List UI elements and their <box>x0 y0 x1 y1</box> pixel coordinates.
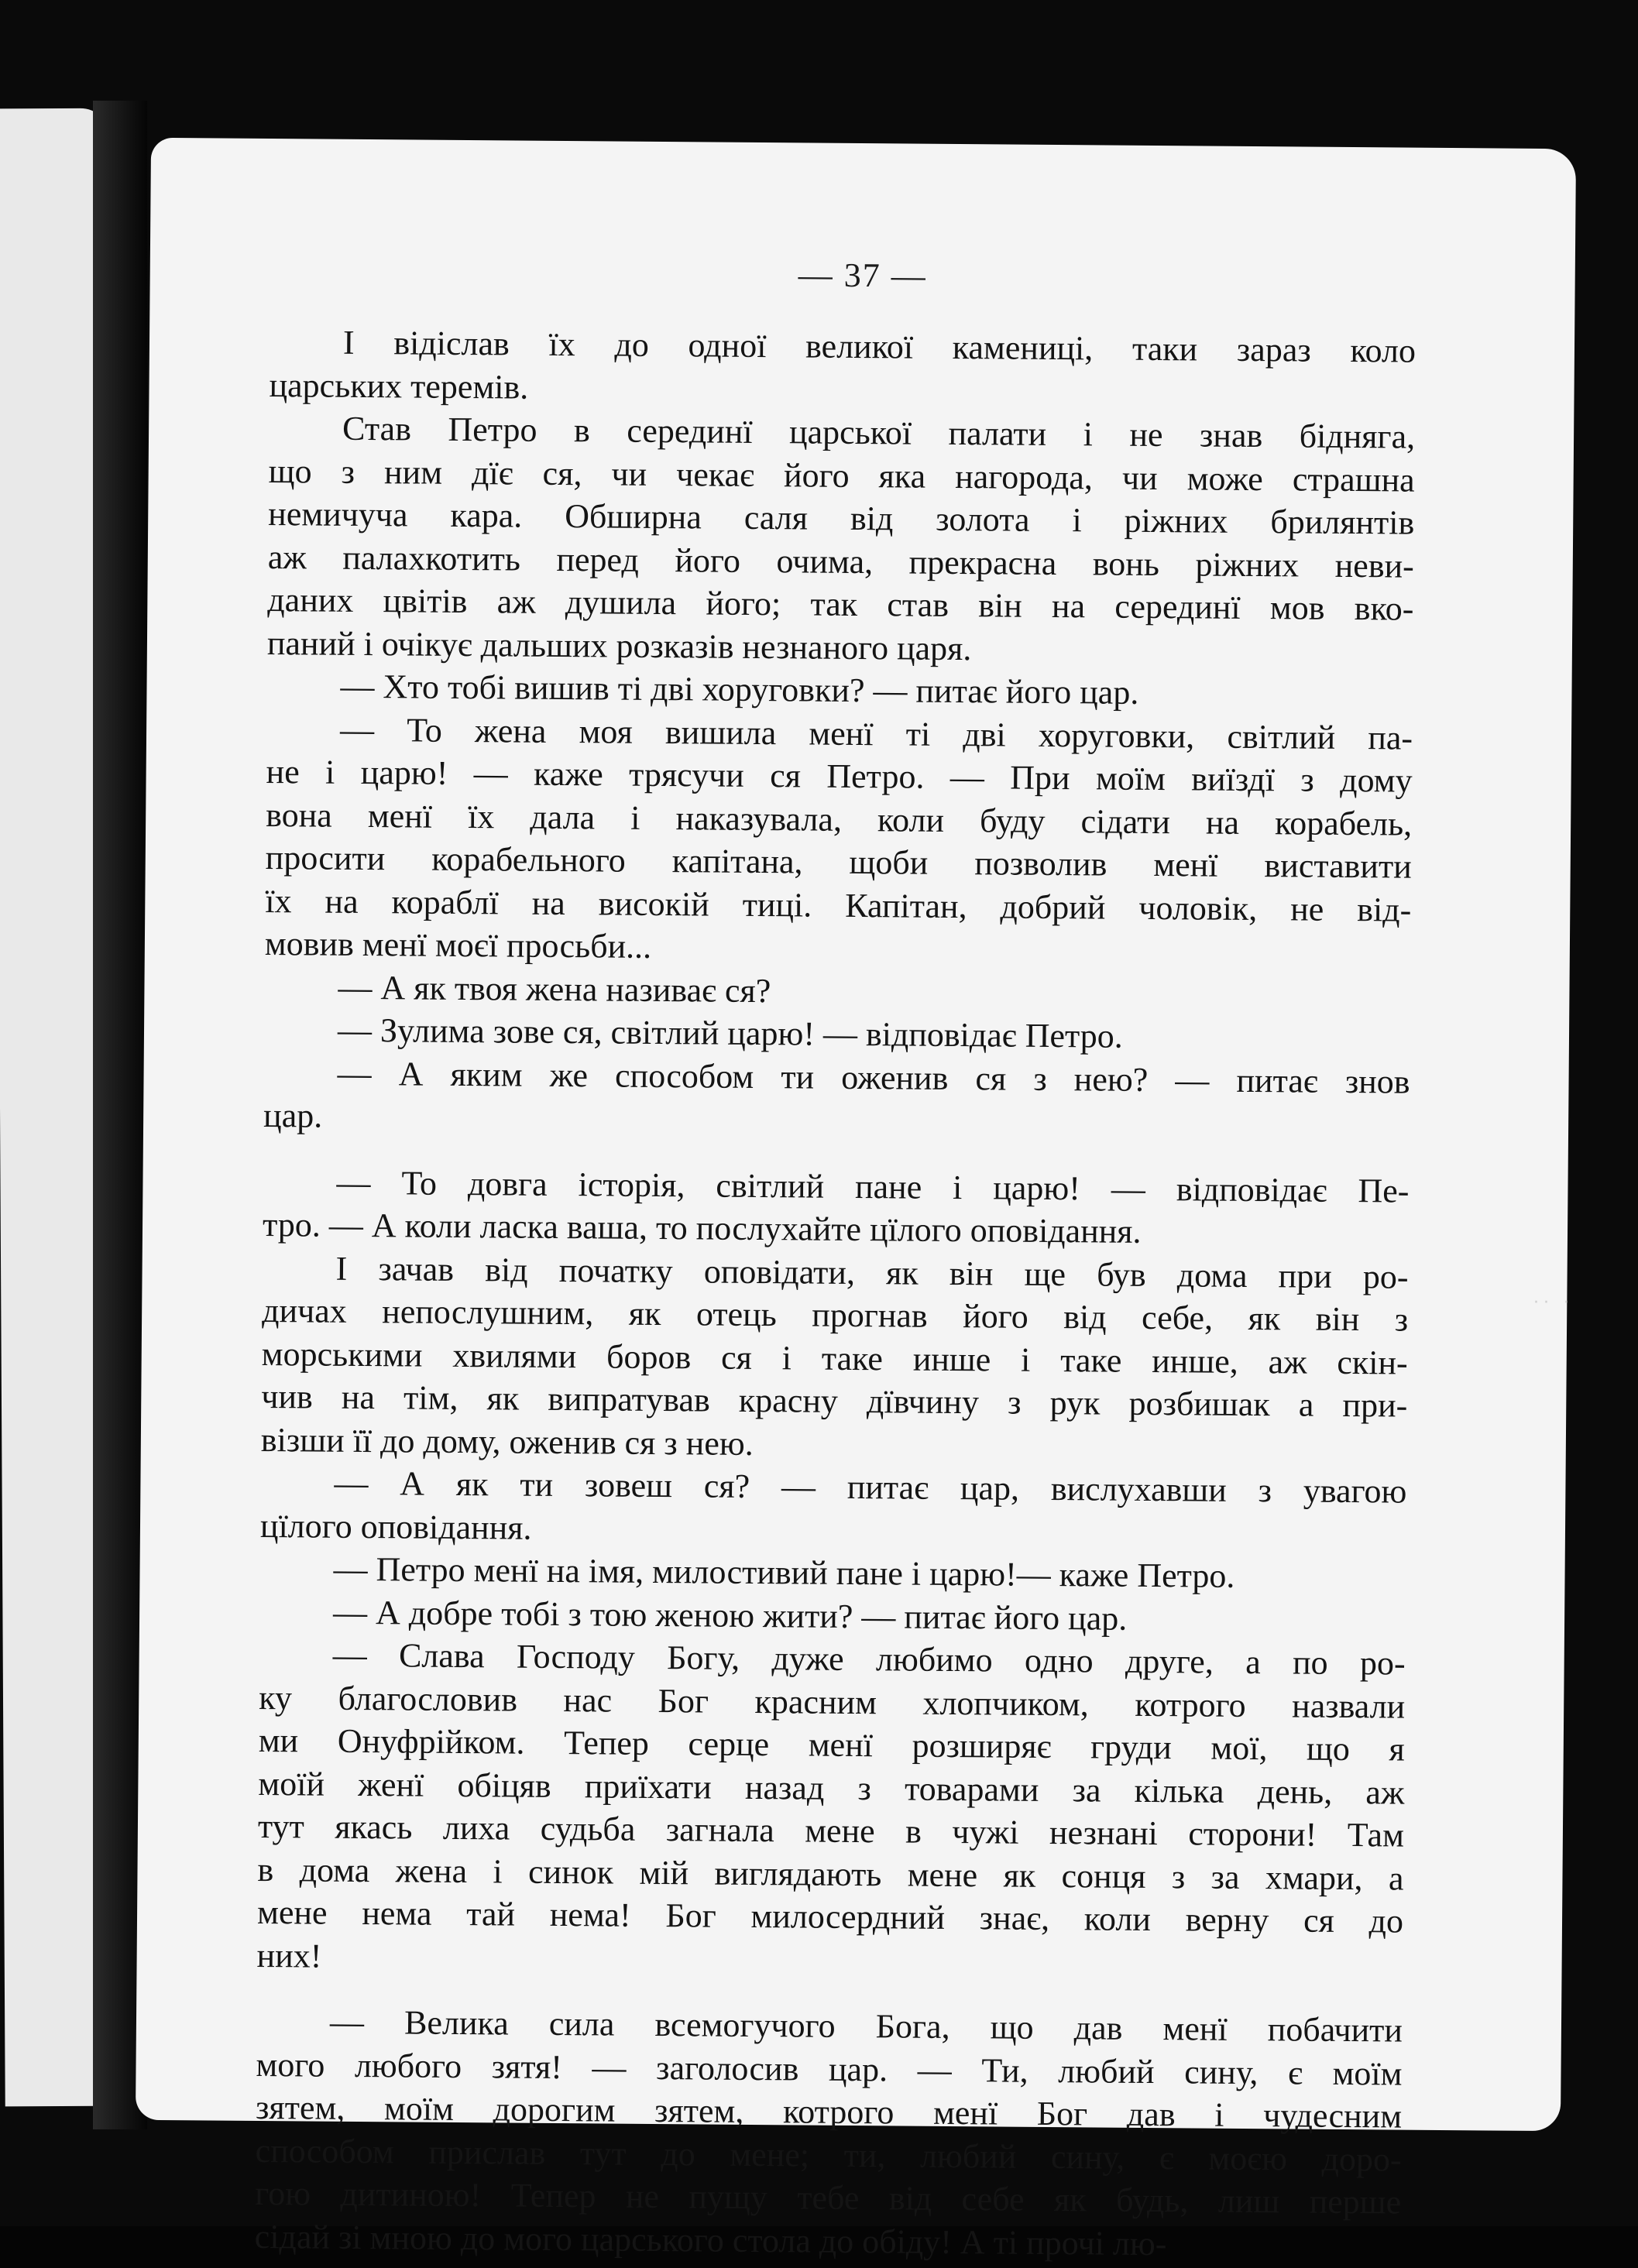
text-line: мовив менї моєї просьби... <box>264 925 652 966</box>
text-line: зятем, моїм дорогим зятем, котрого менї Бог дав і чудесним <box>255 2088 1403 2136</box>
text-line: — А як ти зовеш ся? — питає цар, вислухавши з увагою <box>334 1463 1407 1511</box>
text-line: — Велика сила всемогучого Бога, що дав менї побачити <box>329 2002 1403 2050</box>
text-line: немичуча кара. Обширна саля від золота і ріжних брилянтів <box>268 495 1415 542</box>
text-line: гою дитиною! Тепер не пущу тебе від себе як будь, лиш перше <box>255 2174 1402 2222</box>
text-line: даних цвітів аж душила його; так став він на серединї мов вко- <box>267 581 1414 628</box>
text-line: паний і очікує дальших розказів незнаного царя. <box>266 623 972 667</box>
text-line: моїй женї обіцяв приїхати назад з товарами за кілька день, аж <box>258 1764 1405 1812</box>
text-line: — То довга історія, світлий пане і царю! — відповідає Пе- <box>336 1163 1410 1210</box>
text-line: просити корабельного капітана, щоби позволив менї виставити <box>265 839 1412 886</box>
text-line: них! <box>256 1936 322 1975</box>
text-line: цїлого оповідання. <box>259 1506 532 1547</box>
text-line: тут якась лиха судьба загнала мене в чужі незнані сторони! Там <box>257 1807 1405 1855</box>
text-line: — Петро менї на імя, милостивий пане і царю!— каже Петро. <box>333 1549 1235 1595</box>
text-line: в дома жена і синок мій виглядають мене як сонця з за хмари, а <box>257 1850 1404 1898</box>
text-line: їх на кораблї на високій тиці. Капітан, добрий чоловік, не від- <box>265 881 1412 929</box>
text-line: — То жена моя вишила менї ті дві хоруговки, світлий па- <box>339 710 1413 757</box>
text-line: морськими хвилями боров ся і таке инше і таке инше, аж скін- <box>261 1334 1408 1382</box>
text-line: мене нема тай нема! Бог милосердний знає, коли верну ся до <box>256 1892 1404 1940</box>
text-line: царських теремів. <box>269 365 529 407</box>
text-line: способом прислав тут до мене; ти, любий сину, є моєю доро- <box>255 2131 1402 2179</box>
text-line: — А як твоя жена називає ся? <box>338 968 771 1010</box>
text-line: що з ним дїє ся, чи чекає його яка нагорода, чи може страшна <box>268 451 1415 499</box>
text-line: чив на тім, як випратував красну дївчину з рук розбишак а при- <box>261 1377 1408 1425</box>
text-line: вона менї їх дала і наказувала, коли буду сідати на корабель, <box>266 795 1413 843</box>
text-line: І відіслав їх до одної великої камениці, таки зараз коло <box>342 323 1417 370</box>
book-page <box>136 138 1576 2263</box>
text-line: ми Онуфрійком. Тепер серце менї розширяє груди мої, що я <box>258 1721 1405 1769</box>
text-line: мого любого зятя! — заголосив цар. — Ти, любий сину, є моїм <box>256 2045 1403 2093</box>
text-line: — А яким же способом ти оженив ся з нею? — питає знов <box>337 1054 1410 1101</box>
text-line: — Зулима зове ся, світлий царю! — відповідає Петро. <box>337 1010 1123 1055</box>
text-line: аж палахкотить перед його очима, прекрасна вонь ріжних неви- <box>267 537 1414 585</box>
text-line: — Хто тобі вишив ті дві хоруговки? — питає його цар. <box>340 667 1139 712</box>
text-line: цар. <box>263 1096 323 1135</box>
text-line: не і царю! — каже трясучи ся Петро. — При моїм виїздї з дому <box>266 753 1413 800</box>
text-line: тро. — А коли ласка ваша, то послухайте цїлого оповідання. <box>262 1205 1142 1251</box>
text-line: ку благословив нас Бог красним хлопчиком, котрого назвали <box>259 1678 1406 1726</box>
text-line: візши її до дому, оженив ся з нею. <box>260 1420 754 1463</box>
text-line: — А добре тобі з тою женою жити? — питає його цар. <box>332 1593 1128 1638</box>
text-line: І зачав від початку оповідати, як він ще був дома при ро- <box>335 1249 1409 1296</box>
edge-specks: ·· · <box>1533 1293 1574 1312</box>
text-line: — Слава Господу Богу, дуже любимо одно друге, а по ро- <box>332 1635 1406 1683</box>
text-line: сідай зі мною до мого царського стола до обіду! А ті прочі лю- <box>254 2217 1167 2263</box>
text-line: Став Петро в серединї царської палати і не знав бідняга, <box>342 409 1416 456</box>
body-text <box>255 321 1417 2267</box>
text-line: дичах непослушним, як отець прогнав його від себе, як він з <box>261 1291 1409 1339</box>
page-number: — 37 — <box>798 256 927 295</box>
